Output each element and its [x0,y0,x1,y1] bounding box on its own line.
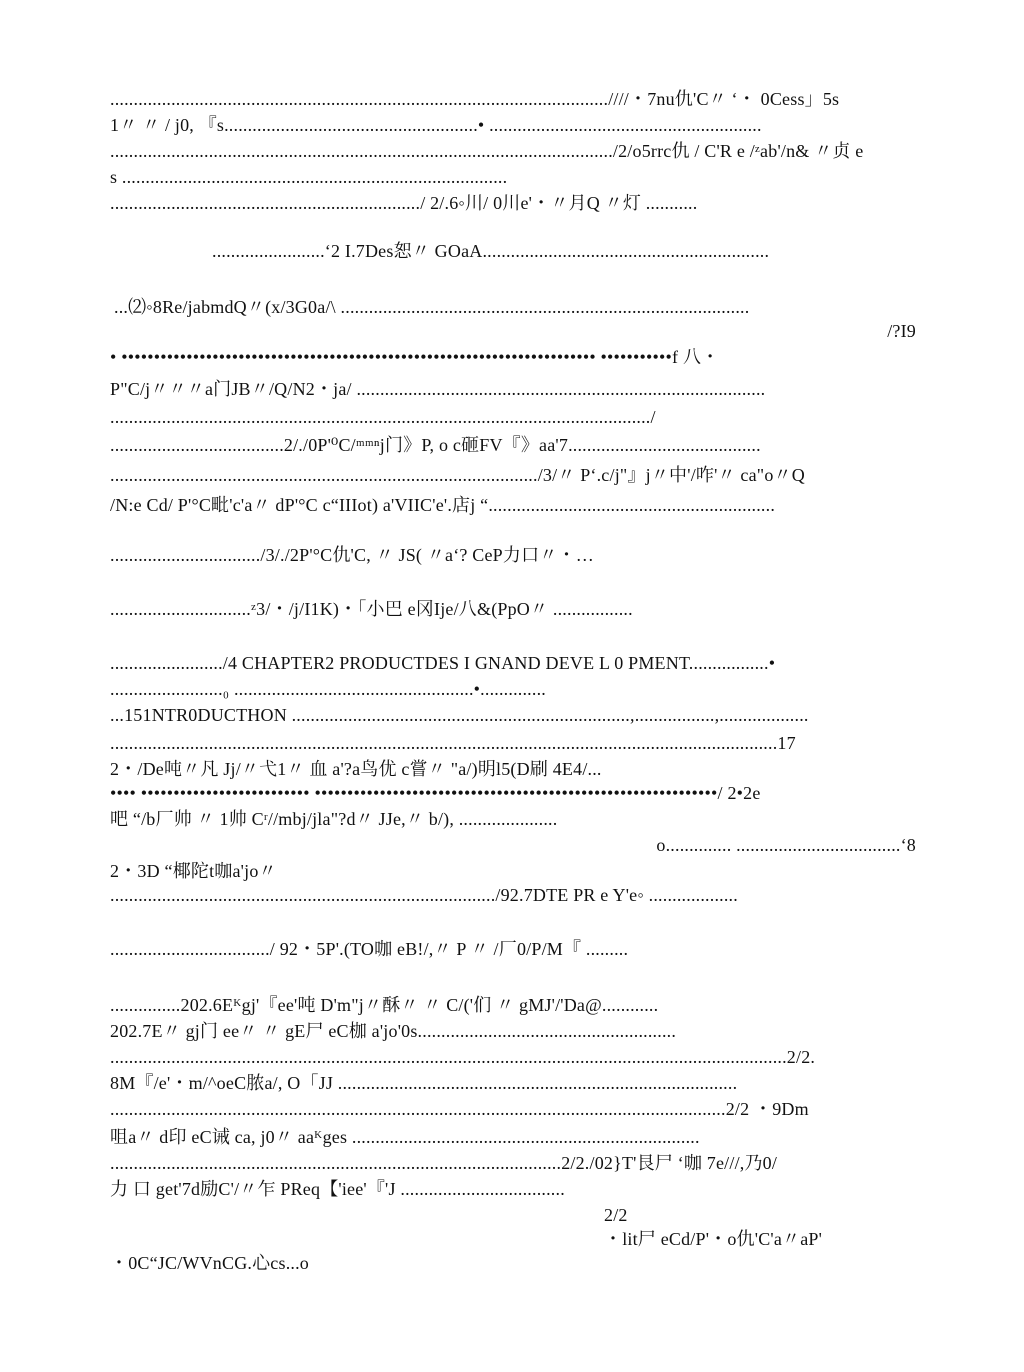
toc-line: ..............................ᶻ3/・/j/I1K)・「小巴 e冈Ije/八&(PpO〃 ................. [110,599,633,619]
toc-line: o.............. ...................................‘8 [656,835,916,855]
toc-line: ................................................................................................................................................2/2. [110,1047,816,1067]
toc-line: /N:e Cd/ P'°C毗'c'a〃 dP'°C c“IIIot) a'VIIC'e'.店j “............................................................. [110,495,776,515]
toc-line: ..........................................................................................................////・7nu仇'C〃 ‘・ 0Cess」5s [110,89,840,109]
toc-line: P"C/j〃〃〃a门JB〃/Q/N2・ja/ ....................................................................................... [110,379,766,399]
toc-line: ...151NTR0DUCTHON ........................................................................,.................,................... [110,705,809,725]
toc-line: .................................................................................................................../ [110,407,656,427]
toc-line: ................................................................................................2/2./02}T'艮尸 ‘咖 7e///,乃0/ [110,1153,778,1173]
toc-line: 吧 “/b厂帅 〃 1帅 Cʳ//mbj/jla"?d〃 JJe,〃 b/), ..................... [110,809,558,829]
toc-line: ................................................................................../92.7DTE PR e Y'e◦ ................... [110,885,738,905]
toc-line: 咀a〃 d印 eC诫 ca, j0〃 aaᴷges .......................................................................... [110,1127,700,1147]
toc-line: 力 口 get'7d励C'/〃乍 PReq【'iee'『'J ................................... [110,1179,565,1199]
toc-line: ................................................................../ 2/.6◦川/ 0川e'・〃月Q 〃灯 ........... [110,193,698,213]
toc-line: ...............202.6Eᴷgj'『ee'吨 D'm"j〃酥〃 〃 C/('们 〃 gMJ'/'Da@............ [110,995,659,1015]
toc-line: ・lit尸 eCd/P'・o仇'C'a〃aP' [604,1229,823,1249]
toc-line: s .................................................................................. [110,167,508,187]
toc-line: /?I9 [887,321,916,341]
toc-line: .........................................................................................................../2/o5rrc仇 / C'R e /ᶻab'/n& 〃贞 e [110,141,864,161]
toc-line: ........................₀ ...................................................•.............. [110,679,546,699]
toc-line: ................................../ 92・5P'.(TO咖 eB!/,〃 P 〃 /厂0/P/M『 ......... [110,939,629,959]
toc-line: ...⑵◦8Re/jabmdQ〃(x/3G0a/\ ....................................................................................... [114,297,750,317]
toc-line: ...................................................................................................................................2/2 ・9Dm [110,1099,809,1119]
toc-line: ......................../4 CHAPTER2 PRODUCTDES I GNAND DEVE L 0 PMENT.................• [110,653,776,673]
toc-line: 2・3D “椰陀t咖a'jo〃 [110,861,277,881]
toc-line: ..............................................................................................................................................17 [110,733,796,753]
toc-line: ........................‘2 I.7Des恕〃 GOaA............................................................. [212,241,770,261]
toc-line: 8M『/e'・m/^oeC脓a/, O「JJ ..................................................................................... [110,1073,738,1093]
toc-line: 2・/De吨〃凡 Jj/〃弋1〃 血 a'?a鸟优 c嘗〃 "a/)明l5(D刷 4E4/... [110,759,602,779]
toc-line: ................................/3/./2P'°C仇'C, 〃 JS( 〃a‘? CeP力口〃・… [110,545,594,565]
toc-line: • ••••••••••••••••••••••••••••••••••••••••••••••••••••••••••••••••••••••••• •••••••••••f 八・ [110,347,720,367]
toc-line: 1〃 〃 / j0, 『s......................................................• .......................................................... [110,115,762,135]
toc-line: ・0C“JC/WVnCG.心cs...o [110,1253,309,1273]
toc-line: 2/2 [604,1205,628,1225]
toc-line: •••• •••••••••••••••••••••••••• ••••••••••••••••••••••••••••••••••••••••••••••••••••••••••••••/ 2•2e [110,783,761,803]
toc-line: .........................................................................................../3/〃 P‘.c/j"』j〃中'/咋'〃 ca"o〃Q [110,465,805,485]
toc-line: .....................................2/./0P'⁰C/ᵐᵐⁿj门》P, o c砸FV『》aa'7......................................... [110,435,761,455]
toc-line: 202.7E〃 gj门 ee〃 〃 gE尸 eC枷 a'jo'0s....................................................... [110,1021,677,1041]
